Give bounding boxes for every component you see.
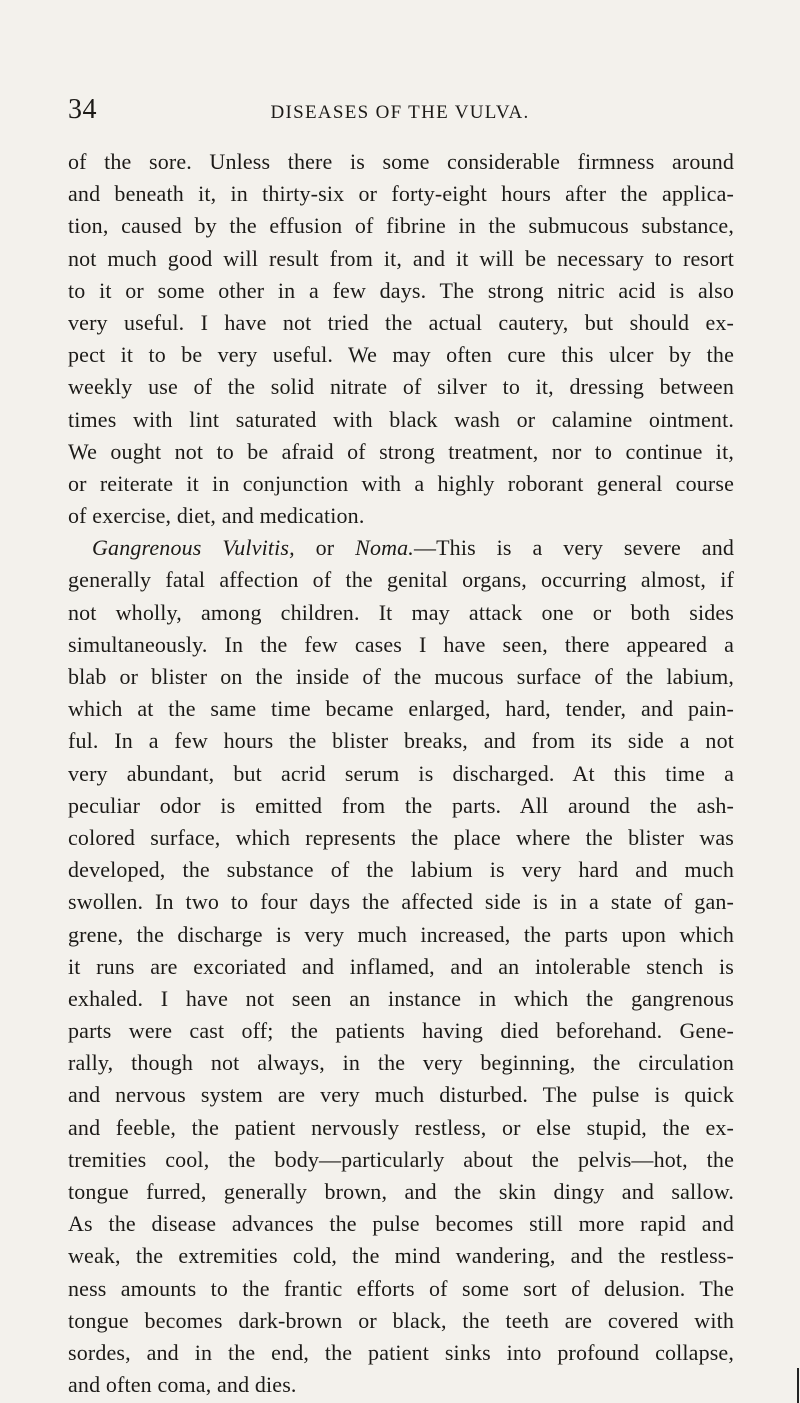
text-line: not much good will result from it, and it will be necessary to resort [68, 245, 734, 271]
text-line: of the sore. Unless there is some considerable firmness around [68, 149, 734, 174]
text-line: to it or some other in a few days. The strong nitric acid is also [68, 277, 734, 303]
running-head [0, 90, 800, 130]
text-line: tongue furred, generally brown, and the skin dingy and sallow. [68, 1179, 734, 1204]
text-line: ness amounts to the frantic efforts of some sort of delusion. The [68, 1275, 734, 1301]
text-line: very useful. I have not tried the actual cautery, but should ex- [68, 309, 734, 335]
text-line: times with lint saturated with black wash or calamine ointment. [68, 406, 734, 432]
text-line: which at the same time became enlarged, hard, tender, and pain- [68, 696, 734, 722]
body-text [68, 146, 734, 1401]
text-line: developed, the substance of the labium is very hard and much [68, 857, 734, 883]
section-first-line-rest: —This is a very severe and [413, 535, 734, 561]
text-line: tremities cool, the body—particularly about the pelvis—hot, the [68, 1146, 734, 1172]
text-line: sordes, and in the end, the patient sinks into profound collapse, [68, 1339, 734, 1365]
section-first-line [68, 532, 734, 564]
page-edge-mark [797, 1368, 799, 1403]
text-line: We ought not to be afraid of strong treatment, nor to continue it, [68, 438, 734, 464]
text-line: weekly use of the solid nitrate of silver to it, dressing between [68, 374, 734, 400]
text-line: it runs are excoriated and inflamed, and an intolerable stench is [68, 953, 734, 979]
text-line: swollen. In two to four days the affected side is in a state of gan- [68, 889, 734, 915]
text-line: and nervous system are very much disturbed. The pulse is quick [68, 1082, 734, 1108]
text-line: rally, though not always, in the very beginning, the circulation [68, 1050, 734, 1076]
section-heading-part1: Gangrenous Vulvitis, [92, 535, 295, 561]
text-line: blab or blister on the inside of the mucous surface of the labium, [68, 664, 734, 689]
text-line: weak, the extremities cold, the mind wandering, and the restless- [68, 1243, 734, 1269]
text-line: ful. In a few hours the blister breaks, and from its side a not [68, 728, 734, 754]
text-line: tion, caused by the effusion of fibrine in the submucous substance, [68, 213, 734, 239]
text-line: and beneath it, in thirty-six or forty-eight hours after the applica- [68, 181, 734, 207]
text-line: simultaneously. In the few cases I have seen, there appeared a [68, 631, 734, 657]
text-line: As the disease advances the pulse becomes still more rapid and [68, 1211, 734, 1237]
running-title: DISEASES OF THE VULVA. [270, 102, 530, 123]
text-line: not wholly, among children. It may attack one or both sides [68, 599, 734, 625]
text-line: pect it to be very useful. We may often cure this ulcer by the [68, 342, 734, 368]
text-line: parts were cast off; the patients having died beforehand. Gene- [68, 1018, 734, 1044]
text-line: or reiterate it in conjunction with a highly roborant general course [68, 470, 734, 496]
text-line: and often coma, and dies. [68, 1372, 297, 1398]
text-line: of exercise, diet, and medication. [68, 503, 365, 529]
text-line: generally fatal affection of the genital organs, occurring almost, if [68, 567, 734, 593]
page-number: 34 [68, 94, 97, 125]
text-line: exhaled. I have not seen an instance in which the gangrenous [68, 985, 734, 1011]
text-line: tongue becomes dark-brown or black, the teeth are covered with [68, 1307, 734, 1333]
text-line: peculiar odor is emitted from the parts. All around the ash- [68, 792, 734, 818]
text-line: very abundant, but acrid serum is discharged. At this time a [68, 760, 734, 786]
text-line: grene, the discharge is very much increased, the parts upon which [68, 921, 734, 947]
text-line: and feeble, the patient nervously restless, or else stupid, the ex- [68, 1114, 734, 1140]
section-heading-or: or [294, 535, 356, 561]
section-heading-part2: Noma. [355, 535, 414, 561]
text-line: colored surface, which represents the place where the blister was [68, 824, 734, 850]
